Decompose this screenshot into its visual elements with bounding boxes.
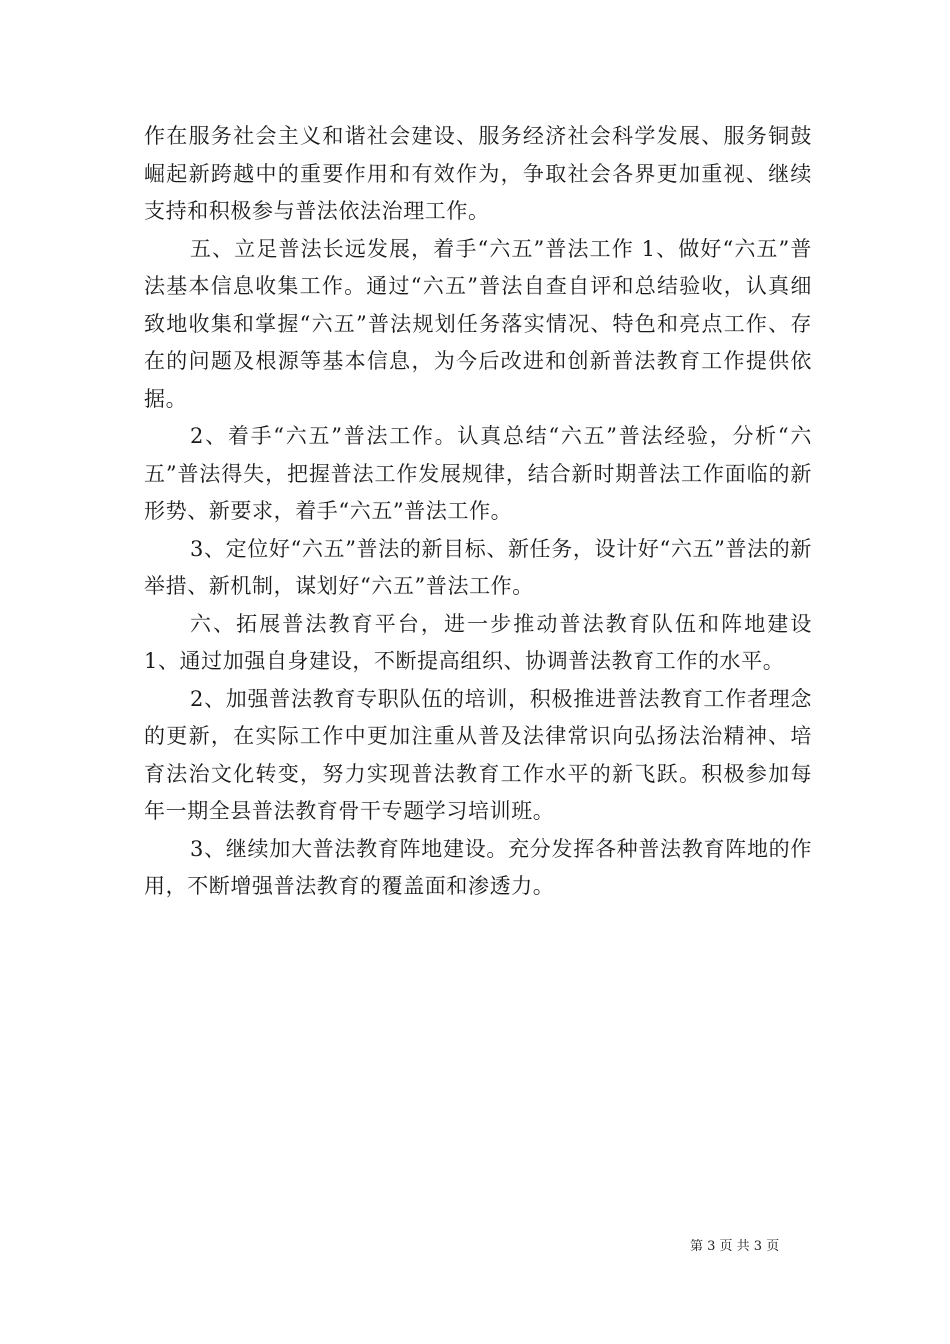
paragraph-continuation: 作在服务社会主义和谐社会建设、服务经济社会科学发展、服务铜鼓崛起新跨越中的重要作用和有效作为，争取社会各界更加重视、继续支持和积极参与普法依法治理工作。 [144, 124, 812, 223]
paragraph-section-six: 六、拓展普法教育平台，进一步推动普法教育队伍和阵地建设 1、通过加强自身建设，不断提高组织、协调普法教育工作的水平。 [144, 611, 812, 673]
page-number-footer: 第 3 页 共 3 页 [690, 1239, 780, 1254]
paragraph-section-five: 五、立足普法长远发展，着手“六五”普法工作 1、做好“六五”普法基本信息收集工作。通过“六五”普法自查自评和总结验收，认真细致地收集和掌握“六五”普法规划任务落实情况、特色和亮点工作、存在的问题及根源等基本信息，为今后改进和创新普法教育工作提供依据。 [144, 236, 812, 411]
paragraph-item-2: 2、着手“六五”普法工作。认真总结“六五”普法经验，分析“六五”普法得失，把握普法工作发展规律，结合新时期普法工作面临的新形势、新要求，着手“六五”普法工作。 [144, 424, 812, 523]
paragraph-item-3: 3、定位好“六五”普法的新目标、新任务，设计好“六五”普法的新举措、新机制，谋划好“六五”普法工作。 [144, 536, 812, 598]
paragraph-section-six-item-3: 3、继续加大普法教育阵地建设。充分发挥各种普法教育阵地的作用，不断增强普法教育的覆盖面和渗透力。 [144, 836, 812, 898]
paragraph-section-six-item-2: 2、加强普法教育专职队伍的培训，积极推进普法教育工作者理念的更新，在实际工作中更加注重从普及法律常识向弘扬法治精神、培育法治文化转变，努力实现普法教育工作水平的新飞跃。积极参加每年一期全县普法教育骨干专题学习培训班。 [144, 686, 812, 823]
document-body [144, 118, 812, 906]
